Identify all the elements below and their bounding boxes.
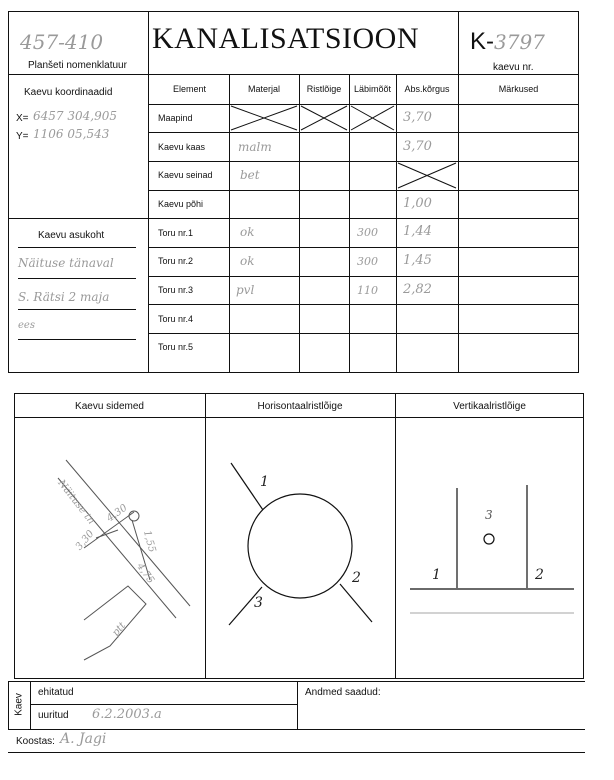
conn-annotation-4: 4,75: [134, 561, 157, 586]
conn-building-corner: [84, 586, 146, 660]
material-walls-value: bet: [240, 168, 260, 182]
surveyed-label: uuritud: [38, 710, 69, 721]
conn-annotation-2: 1,55: [140, 529, 158, 554]
diameter-pipe-2-value: 300: [357, 255, 378, 268]
well-number-value: 3797: [494, 30, 545, 54]
row-label-pipe-2: Toru nr.2: [158, 256, 194, 266]
well-number-prefix: K-: [470, 28, 494, 55]
abs-pipe-3-value: 2,82: [403, 282, 432, 297]
material-pipe-1-value: ok: [240, 225, 255, 239]
footer-signature-line: [8, 752, 585, 753]
y-coordinate-prefix: Y=: [16, 131, 29, 142]
conn-annotation-1: 4,30: [104, 502, 130, 525]
horizontal-pipe-2-number: 2: [352, 570, 361, 586]
abs-ground-value: 3,70: [403, 110, 432, 125]
location-line-3: ees: [18, 320, 35, 331]
footer-bottom-line: [8, 729, 585, 730]
conn-annotation-5: ptt: [110, 620, 129, 639]
diameter-pipe-1-value: 300: [357, 226, 378, 239]
abs-lid-value: 3,70: [403, 139, 432, 154]
vertical-pipe-3-symbol: [484, 534, 494, 544]
row-label-bottom: Kaevu põhi: [158, 199, 204, 209]
horizontal-well-circle: [248, 494, 352, 598]
horizontal-pipe-1: [231, 463, 263, 510]
connections-label: Kaevu sidemed: [75, 401, 144, 412]
location-line-2: S. Rätsi 2 maja: [18, 290, 110, 304]
row-label-ground: Maapind: [158, 113, 193, 123]
row-label-walls: Kaevu seinad: [158, 170, 213, 180]
conn-street-name: Näituse tn: [55, 478, 97, 527]
data-from-label: Andmed saadud:: [305, 687, 381, 698]
row-label-pipe-4: Toru nr.4: [158, 314, 194, 324]
vertical-pipe-2-number: 2: [535, 567, 544, 583]
built-label: ehitatud: [38, 687, 74, 698]
footer-mid-line: [30, 704, 297, 705]
diameter-pipe-3-value: 110: [357, 284, 378, 297]
well-number-label: kaevu nr.: [493, 62, 534, 73]
conn-annotation-3: 3,30: [73, 528, 97, 553]
x-coordinate-prefix: X=: [16, 113, 29, 124]
footer-side-divider: [30, 681, 31, 729]
vertical-pipe-1-number: 1: [432, 567, 441, 583]
location-label: Kaevu asukoht: [38, 230, 105, 241]
horizontal-pipe-3-number: 3: [254, 595, 263, 611]
horizontal-pipe-2: [340, 584, 372, 622]
row-label-pipe-5: Toru nr.5: [158, 342, 194, 352]
sheet-nomenclature-label: Planšeti nomenklatuur: [28, 60, 127, 71]
vertical-pipe-3-number: 3: [485, 508, 493, 522]
location-line-1: Näituse tänaval: [18, 256, 114, 270]
material-lid-value: malm: [238, 140, 272, 154]
material-pipe-3-value: pvl: [236, 283, 255, 297]
header-notes: Märkused: [498, 84, 539, 94]
footer-left-edge: [8, 681, 9, 729]
horizontal-section-label: Horisontaalristlõige: [257, 401, 343, 412]
y-coordinate-value: 1106 05,543: [33, 127, 110, 141]
sheet-nomenclature-value: 457-410: [20, 30, 104, 54]
header-abs-height: Abs.kõrgus: [404, 84, 450, 94]
x-coordinate-value: 6457 304,905: [33, 109, 117, 123]
coordinates-label: Kaevu koordinaadid: [24, 87, 113, 98]
header-diameter: Läbimõõt: [353, 84, 392, 94]
compiled-by-value: A. Jagi: [60, 731, 107, 747]
abs-bottom-value: 1,00: [403, 196, 432, 211]
abs-pipe-2-value: 1,45: [403, 253, 432, 268]
page-title: KANALISATSIOON: [152, 22, 419, 55]
abs-pipe-1-value: 1,44: [403, 224, 432, 239]
surveyed-value: 6.2.2003.a: [92, 707, 162, 722]
compiled-by-label: Koostas:: [16, 736, 55, 747]
row-label-pipe-1: Toru nr.1: [158, 228, 194, 238]
horizontal-pipe-1-number: 1: [260, 474, 269, 490]
vertical-section-label: Vertikaalristlõige: [453, 401, 526, 412]
header-cross-section: Ristlõige: [306, 84, 342, 94]
header-material: Materjal: [247, 84, 280, 94]
row-label-lid: Kaevu kaas: [158, 142, 206, 152]
footer-side-label: Kaev: [13, 693, 25, 716]
header-element: Element: [172, 84, 207, 94]
footer-middle-divider: [297, 681, 298, 729]
row-label-pipe-3: Toru nr.3: [158, 285, 194, 295]
material-pipe-2-value: ok: [240, 254, 255, 268]
